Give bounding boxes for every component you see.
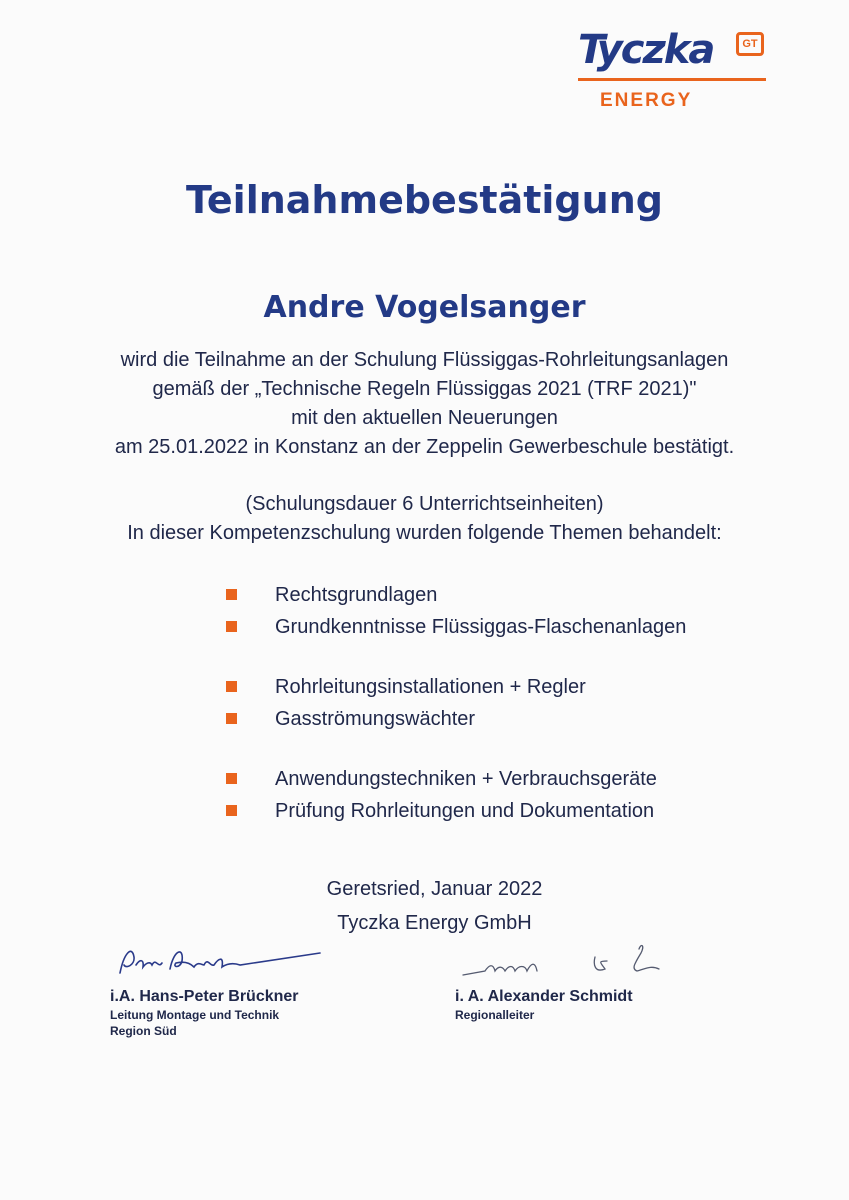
list-item [226,764,786,796]
topics-intro: In dieser Kompetenzschulung wurden folgende Themen behandelt: [127,522,722,544]
square-bullet-icon [226,681,237,692]
square-bullet-icon [226,621,237,632]
handwritten-signature-icon [110,935,340,987]
topic-label: Grundkenntnisse Flüssiggas-Flaschenanlagen [275,616,687,638]
list-item [226,612,786,644]
signatory-role: Leitung Montage und Technik [110,1008,280,1022]
logo-emblem: GT [736,32,764,56]
topic-label: Gasströmungswächter [275,708,476,730]
list-item [226,672,786,704]
logo-underline [578,78,766,81]
signatory-name: i.A. Hans-Peter Brückner [110,988,299,1005]
logo-subtitle: ENERGY [600,90,693,111]
body-line: am 25.01.2022 in Konstanz an der Zeppelin Gewerbeschule bestätigt. [114,436,735,458]
topic-label: Anwendungstechniken + Verbrauchsgeräte [275,768,657,790]
participant-name: Andre Vogelsanger [263,290,586,325]
list-item [226,704,786,736]
square-bullet-icon [226,805,237,816]
square-bullet-icon [226,589,237,600]
handwritten-signature-icon [455,935,685,987]
list-item [226,580,786,612]
body-line: mit den aktuellen Neuerungen [291,407,558,429]
square-bullet-icon [226,713,237,724]
topic-list [226,580,786,828]
signatory-name: i. A. Alexander Schmidt [455,988,633,1005]
signatory-region: Region Süd [110,1024,177,1038]
document-title: Teilnahmebestätigung [186,178,663,222]
topic-label: Prüfung Rohrleitungen und Dokumentation [275,800,655,822]
signature-block-left [110,935,340,1039]
signature-block-right [455,935,685,1023]
signatory-role: Regionalleiter [455,1008,535,1022]
topic-label: Rechtsgrundlagen [275,584,438,606]
topic-label: Rohrleitungsinstallationen + Regler [275,676,586,698]
duration-line: (Schulungsdauer 6 Unterrichtseinheiten) [245,493,604,515]
place-date: Geretsried, Januar 2022 [326,878,543,900]
body-line: wird die Teilnahme an der Schulung Flüssiggas-Rohrleitungsanlagen [120,349,729,371]
confirmation-text [0,346,849,548]
list-item [226,796,786,828]
place-and-company [0,872,849,940]
logo-wordmark: Tyczka [578,27,714,73]
company-name: Tyczka Energy GmbH [337,912,532,934]
square-bullet-icon [226,773,237,784]
company-logo [578,28,768,118]
body-line: gemäß der „Technische Regeln Flüssiggas 2021 (TRF 2021)" [152,378,697,400]
